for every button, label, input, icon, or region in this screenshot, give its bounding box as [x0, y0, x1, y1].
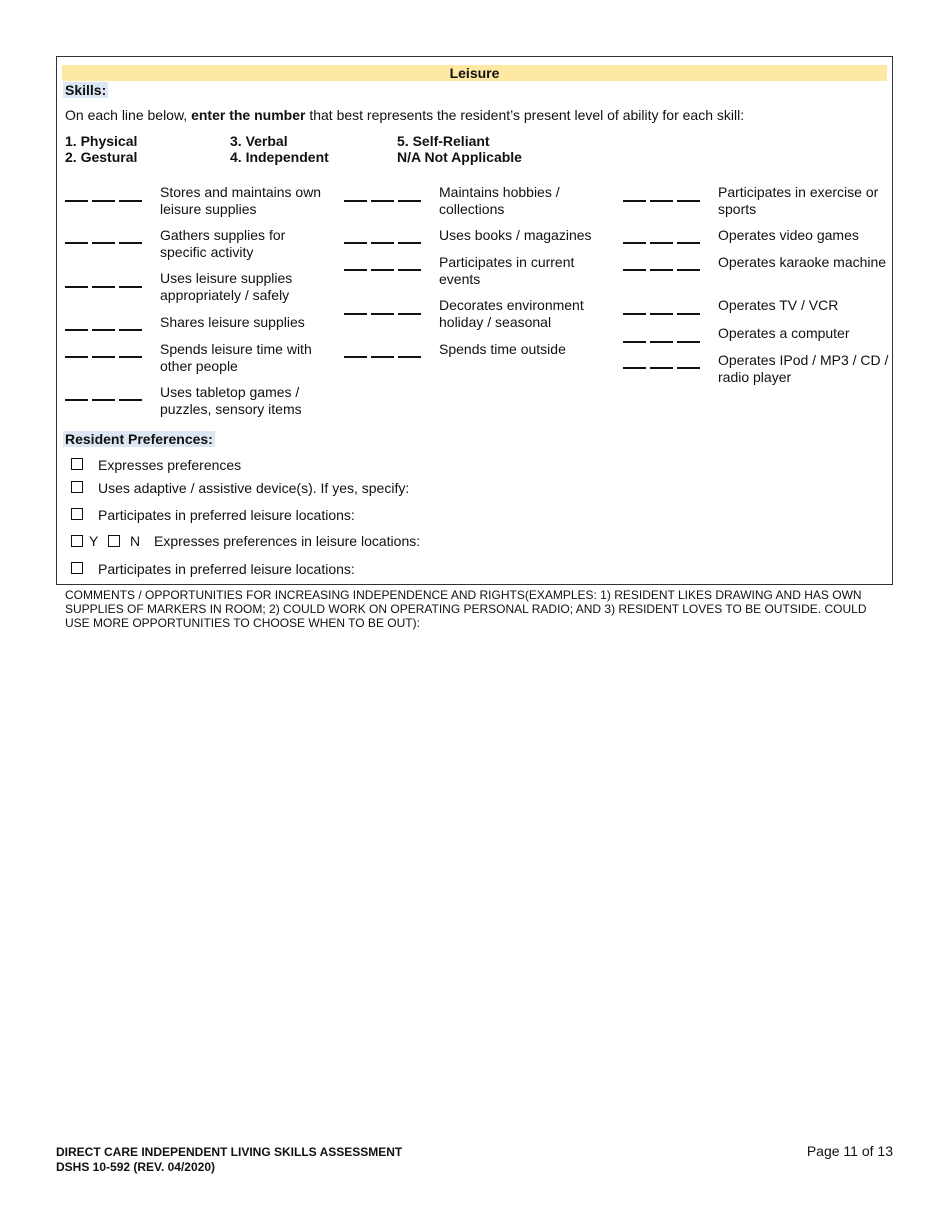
score-blanks[interactable]	[623, 353, 701, 369]
score-blanks[interactable]	[65, 315, 143, 331]
skill-item: Operates karaoke machine	[718, 254, 887, 270]
score-blanks[interactable]	[65, 186, 143, 202]
instructions: On each line below, enter the number that best represents the resident’s present level of ability for each skill:	[65, 107, 745, 123]
form-title: DIRECT CARE INDEPENDENT LIVING SKILLS ASSESSMENT	[56, 1145, 403, 1159]
no-label: N	[130, 533, 141, 549]
score-blanks[interactable]	[65, 385, 143, 401]
preference-item: Expresses preferences	[98, 457, 242, 473]
yes-label: Y	[89, 533, 99, 549]
section-title: Leisure	[62, 65, 887, 81]
legend-physical: 1. Physical	[65, 133, 138, 149]
skill-item: Uses books / magazines	[439, 227, 592, 243]
score-blanks[interactable]	[65, 228, 143, 244]
skill-item: Operates video games	[718, 227, 859, 243]
legend-independent: 4. Independent	[230, 149, 329, 165]
preferences-label: Resident Preferences:	[65, 431, 213, 447]
preference-item: Participates in preferred leisure locations:	[98, 561, 355, 577]
preference-item: Uses adaptive / assistive device(s). If yes, specify:	[98, 480, 410, 496]
legend-self-reliant: 5. Self-Reliant	[397, 133, 490, 149]
checkbox[interactable]	[71, 508, 83, 520]
skill-item: Decorates environment holiday / seasonal	[439, 297, 584, 330]
score-blanks[interactable]	[65, 272, 143, 288]
footer-form-info	[56, 1145, 402, 1175]
checkbox[interactable]	[71, 481, 83, 493]
score-blanks[interactable]	[623, 255, 701, 271]
legend-not-applicable: N/A Not Applicable	[397, 149, 522, 165]
skill-item: Maintains hobbies / collections	[439, 184, 560, 217]
skill-item: Uses leisure supplies appropriately / safely	[160, 270, 293, 303]
skill-item: Stores and maintains own leisure supplies	[160, 184, 322, 217]
score-blanks[interactable]	[344, 228, 422, 244]
checkbox[interactable]	[71, 458, 83, 470]
score-blanks[interactable]	[65, 342, 143, 358]
no-checkbox[interactable]	[108, 535, 120, 547]
score-blanks[interactable]	[623, 299, 701, 315]
score-blanks[interactable]	[623, 186, 701, 202]
skill-item: Participates in current events	[439, 254, 575, 287]
form-number: DSHS 10-592 (REV. 04/2020)	[56, 1160, 215, 1174]
checkbox[interactable]	[71, 562, 83, 574]
skill-item: Operates a computer	[718, 325, 850, 341]
score-blanks[interactable]	[344, 299, 422, 315]
skill-item: Shares leisure supplies	[160, 314, 305, 330]
skill-item: Participates in exercise or sports	[718, 184, 879, 217]
score-blanks[interactable]	[623, 327, 701, 343]
yes-checkbox[interactable]	[71, 535, 83, 547]
score-blanks[interactable]	[344, 255, 422, 271]
skills-label: Skills:	[65, 82, 107, 98]
skill-item: Uses tabletop games / puzzles, sensory items	[160, 384, 302, 417]
skill-item: Spends time outside	[439, 341, 566, 357]
score-blanks[interactable]	[344, 342, 422, 358]
preference-item: Expresses preferences in leisure locations:	[154, 533, 421, 549]
skill-item: Gathers supplies for specific activity	[160, 227, 286, 260]
page-number: Page 11 of 13	[806, 1143, 893, 1159]
score-blanks[interactable]	[623, 228, 701, 244]
preference-item: Participates in preferred leisure locations:	[98, 507, 355, 523]
skill-item: Operates IPod / MP3 / CD / radio player	[718, 352, 889, 385]
comments-prompt: COMMENTS / OPPORTUNITIES FOR INCREASING INDEPENDENCE AND RIGHTS(EXAMPLES: 1) RESIDENT LIKES DRAWING AND HAS OWN SUPPLIES OF MARKERS IN ROOM; 2) COULD WORK ON OPERATING PERSONAL RADIO; AND 3) RESIDENT LOVES TO BE OUTSIDE. COULD USE MORE OPPORTUNITIES TO CHOOSE WHEN TO BE OUT):	[65, 588, 867, 630]
score-blanks[interactable]	[344, 186, 422, 202]
legend-gestural: 2. Gestural	[65, 149, 138, 165]
skill-item: Operates TV / VCR	[718, 297, 839, 313]
skill-item: Spends leisure time with other people	[160, 341, 312, 374]
legend-verbal: 3. Verbal	[230, 133, 288, 149]
